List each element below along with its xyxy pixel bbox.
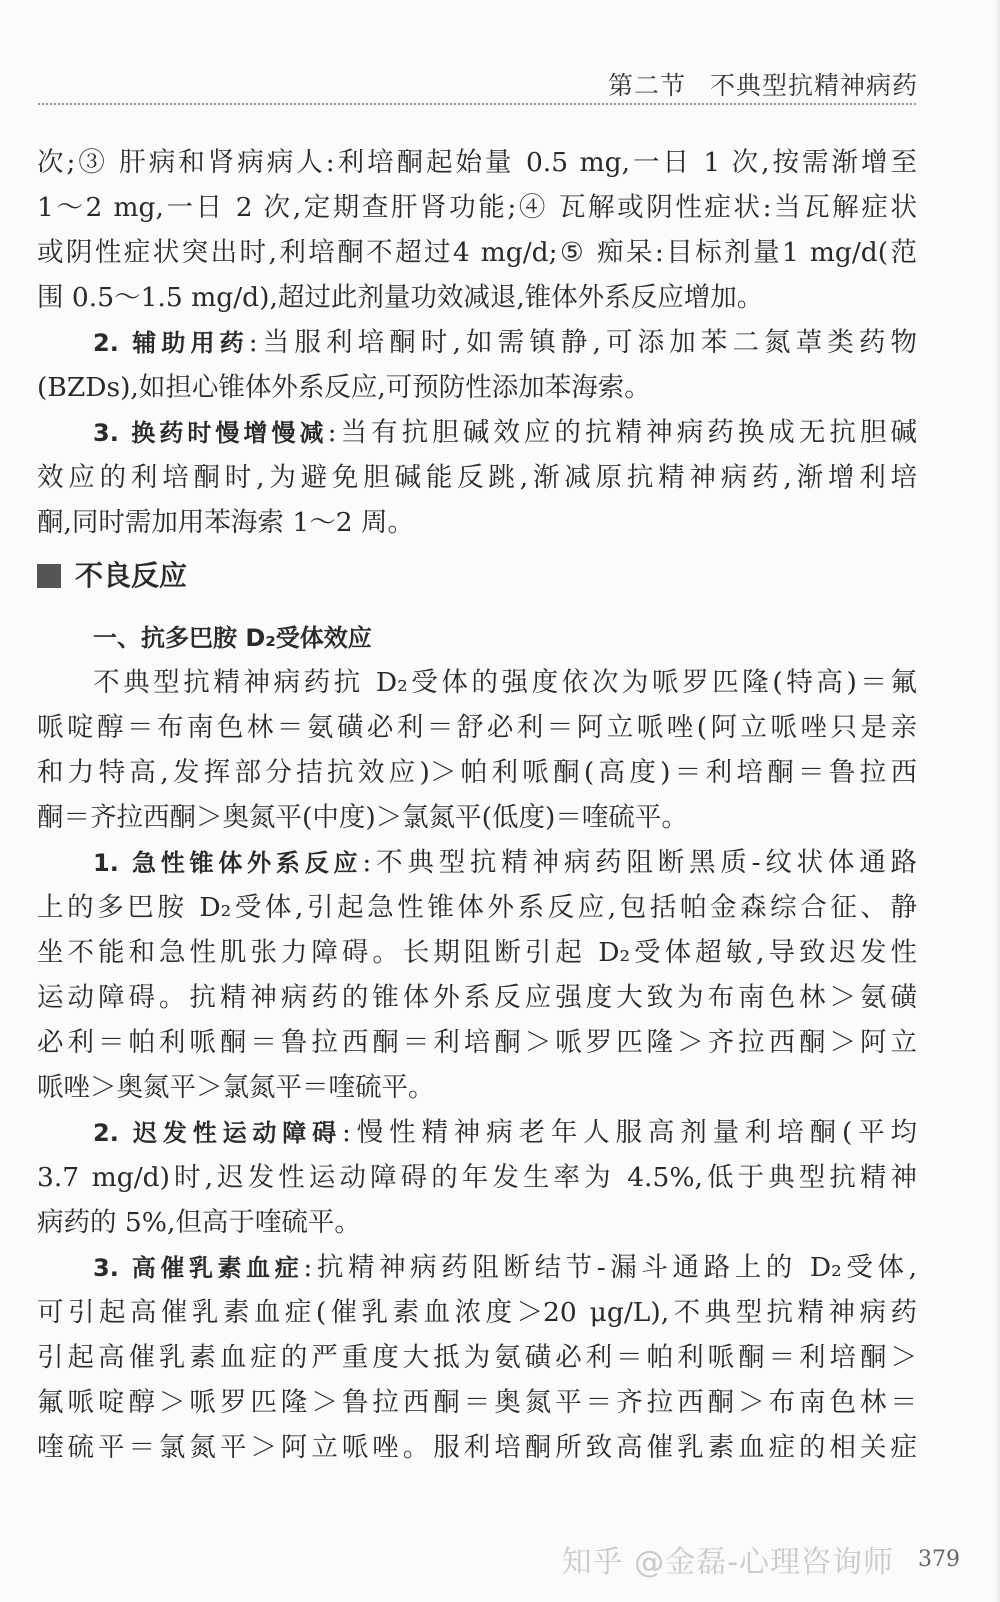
paragraph (37, 840, 917, 1110)
text-line (37, 1200, 917, 1245)
line-text: (BZDs),如担心锥体外系反应,可预防性添加苯海索。 (37, 372, 651, 403)
text-line (37, 750, 917, 795)
header-divider (38, 103, 916, 105)
line-text: 3.7 mg/d)时,迟发性运动障碍的年发生率为 4.5%,低于典型抗精神 (37, 1162, 917, 1193)
heading-square-icon (37, 564, 61, 588)
bold-lead: 2. 辅助用药 (93, 329, 249, 357)
paragraph (37, 1110, 917, 1245)
text-line (37, 1155, 917, 1200)
line-text: 引起高催乳素血症的严重度大抵为氨磺必利＝帕利哌酮＝利培酮＞ (37, 1342, 917, 1373)
text-line (37, 455, 917, 500)
line-text: 次;③ 肝病和肾病病人:利培酮起始量 0.5 mg,一日 1 次,按需渐增至 (37, 147, 917, 178)
text-line (37, 275, 917, 320)
text-line (37, 660, 917, 705)
header-section: 第二节 (607, 71, 686, 100)
page-number: 379 (918, 1546, 960, 1572)
text-line (37, 795, 917, 840)
line-text: 喹硫平＝氯氮平＞阿立哌唑。服利培酮所致高催乳素血症的相关症 (37, 1432, 917, 1463)
bold-lead: 2. 迟发性运动障碍 (93, 1119, 342, 1147)
text-line (37, 1110, 917, 1155)
line-text: :不典型抗精神病药阻断黑质-纹状体通路 (362, 847, 918, 878)
page-body (37, 140, 917, 1470)
paragraph (37, 660, 917, 840)
text-line (37, 410, 917, 455)
line-text: 氟哌啶醇＞哌罗匹隆＞鲁拉西酮＝奥氮平＝齐拉西酮＞布南色林＝ (37, 1387, 917, 1418)
text-line (37, 1290, 917, 1335)
text-line (37, 140, 917, 185)
text-line (37, 1020, 917, 1065)
text-line (37, 320, 917, 365)
watermark: 知乎 @金磊-心理咨询师 (561, 1545, 894, 1580)
line-text: 不典型抗精神病药抗 D₂受体的强度依次为哌罗匹隆(特高)＝氟 (93, 667, 917, 698)
running-header (560, 66, 918, 102)
line-text: 运动障碍。抗精神病药的锥体外系反应强度大致为布南色林＞氨磺 (37, 982, 917, 1013)
line-text: 可引起高催乳素血症(催乳素血浓度＞20 μg/L),不典型抗精神病药 (37, 1297, 917, 1328)
text-line (37, 885, 917, 930)
section-heading (37, 551, 917, 601)
line-text: :当服利培酮时,如需镇静,可添加苯二氮䓬类药物 (248, 327, 918, 358)
heading-text: 不良反应 (75, 559, 188, 592)
bold-lead: 3. 高催乳素血症 (93, 1254, 304, 1282)
line-text: 酮,同时需加用苯海索 1～2 周。 (37, 507, 414, 538)
line-text: :当有抗胆碱效应的抗精神病药换成无抗胆碱 (327, 417, 918, 448)
text-line (37, 1380, 917, 1425)
line-text: 哌啶醇＝布南色林＝氨磺必利＝舒必利＝阿立哌唑(阿立哌唑只是亲 (37, 712, 917, 743)
line-text: 坐不能和急性肌张力障碍。长期阻断引起 D₂受体超敏,导致迟发性 (37, 937, 917, 968)
line-text: 病药的 5%,但高于喹硫平。 (37, 1207, 361, 1238)
paragraph (37, 140, 917, 320)
line-text: 或阴性症状突出时,利培酮不超过4 mg/d;⑤ 痴呆:目标剂量1 mg/d(范 (37, 237, 917, 268)
bold-lead: 1. 急性锥体外系反应 (93, 849, 363, 877)
line-text: :慢性精神病老年人服高剂量利培酮(平均 (341, 1117, 917, 1148)
text-line (37, 230, 917, 275)
line-text: 哌唑＞奥氮平＞氯氮平＝喹硫平。 (37, 1072, 435, 1103)
text-line (37, 1065, 917, 1110)
line-text: 1～2 mg,一日 2 次,定期查肝肾功能;④ 瓦解或阴性症状:当瓦解症状 (37, 192, 917, 223)
paragraph (37, 320, 917, 410)
line-text: 围 0.5～1.5 mg/d),超过此剂量功效减退,锥体外系反应增加。 (37, 282, 764, 313)
paragraph (37, 615, 917, 660)
line-text: :抗精神病药阻断结节-漏斗通路上的 D₂受体, (303, 1252, 917, 1283)
text-line (37, 840, 917, 885)
bold-lead: 3. 换药时慢增慢减 (93, 419, 328, 447)
text-line (37, 500, 917, 545)
text-line (37, 1425, 917, 1470)
line-text: 必利＝帕利哌酮＝鲁拉西酮＝利培酮＞哌罗匹隆＞齐拉西酮＞阿立 (37, 1027, 917, 1058)
paragraph (37, 1245, 917, 1470)
text-line (37, 930, 917, 975)
text-line (37, 1245, 917, 1290)
text-line (37, 615, 917, 660)
bold-lead: 一、抗多巴胺 D₂受体效应 (93, 624, 372, 652)
line-text: 上的多巴胺 D₂受体,引起急性锥体外系反应,包括帕金森综合征、静 (37, 892, 917, 923)
page-edge-shadow (994, 0, 1000, 1602)
line-text: 效应的利培酮时,为避免胆碱能反跳,渐减原抗精神病药,渐增利培 (37, 462, 917, 493)
text-line (37, 185, 917, 230)
text-line (37, 365, 917, 410)
header-title: 不典型抗精神病药 (709, 71, 918, 100)
text-line (37, 1335, 917, 1380)
paragraph (37, 410, 917, 545)
line-text: 和力特高,发挥部分拮抗效应)＞帕利哌酮(高度)＝利培酮＝鲁拉西 (37, 757, 917, 788)
text-line (37, 705, 917, 750)
line-text: 酮＝齐拉西酮＞奥氮平(中度)＞氯氮平(低度)＝喹硫平。 (37, 802, 688, 833)
text-line (37, 975, 917, 1020)
page-footer (562, 1537, 960, 1581)
